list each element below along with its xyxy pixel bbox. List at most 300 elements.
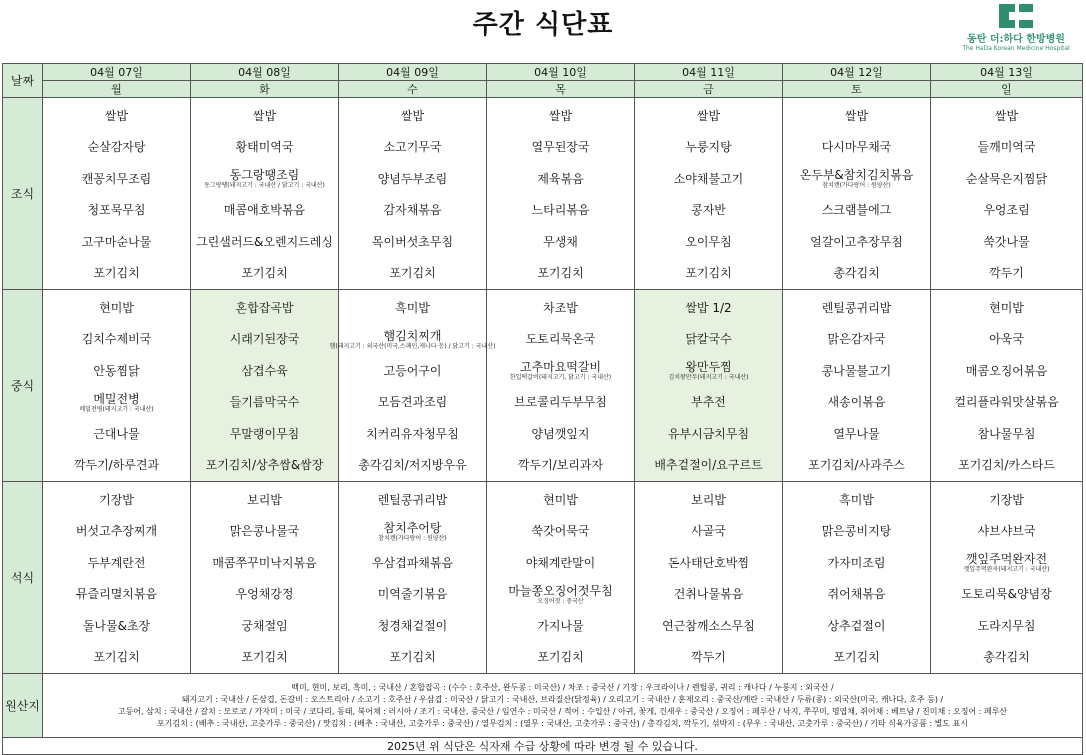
menu-item [635, 292, 782, 324]
menu-item-name: 부추전 [691, 395, 726, 410]
menu-item-name: 고추마요떡갈비 [519, 360, 602, 375]
menu-item-name: 모듬견과조림 [377, 395, 448, 410]
menu-item-name: 동그랑땡조림 [229, 168, 300, 183]
date-cell: 04월 13일 [931, 64, 1083, 81]
menu-item-name: 다시마무채국 [821, 140, 892, 155]
menu-item [931, 292, 1082, 324]
lunch-cell [329, 290, 496, 482]
menu-item-name: 얼갈이고추장무침 [810, 234, 903, 249]
weekday-cell: 월 [43, 81, 191, 98]
menu-item-name: 총각김치 [983, 650, 1030, 665]
menu-item [339, 355, 486, 387]
menu-item [43, 195, 190, 227]
menu-item-name: 안동찜닭 [93, 363, 140, 378]
menu-item-name: 깍두기/하루견과 [73, 458, 160, 473]
menu-item [635, 579, 782, 611]
menu-item [339, 195, 486, 227]
menu-item-name: 연근참깨소스무침 [662, 618, 755, 633]
menu-item-name: 도토리묵&양념장 [961, 587, 1052, 602]
menu-table [2, 63, 1083, 755]
menu-item [339, 132, 486, 164]
menu-item [783, 418, 930, 450]
breakfast-row [3, 98, 1083, 290]
date-cell: 04월 10일 [487, 64, 635, 81]
menu-item-name: 우엉채강정 [235, 587, 294, 602]
menu-item-name: 고구마순나물 [81, 234, 152, 249]
menu-item-name: 참나물무침 [977, 426, 1036, 441]
menu-item-name: 왕만두찜 [685, 360, 732, 375]
menu-item [191, 226, 338, 258]
menu-item-name: 총각김치/저지방우유 [358, 458, 467, 473]
origin-label: 원산지 [3, 674, 43, 738]
breakfast-cell [931, 98, 1083, 290]
menu-item-name: 포기김치/사과주스 [808, 458, 905, 473]
menu-item [635, 100, 782, 132]
menu-item [339, 226, 486, 258]
dinner-cell [487, 482, 635, 674]
menu-item-name: 오이무침 [685, 234, 732, 249]
menu-item [191, 324, 338, 356]
menu-item [487, 324, 634, 356]
weekday-cell: 수 [339, 81, 487, 98]
menu-item [931, 163, 1082, 195]
menu-item-name: 포기김치 [241, 266, 288, 281]
menu-item [191, 195, 338, 227]
menu-item [339, 387, 486, 419]
menu-item [783, 100, 930, 132]
menu-item [931, 547, 1082, 579]
menu-item-name: 현미밥 [989, 300, 1024, 315]
menu-item [43, 100, 190, 132]
origin-line: 고등어, 삼치 : 국내산 / 갈치 : 모로코 / 가자미 : 미국 / 코다리, 동태, 북어채 : 러시아 / 조기 : 국내산, 중국산 / 임연수 : 미국산 / 적어 : 수입산 / 아귀, 꽃게, 건새우 : 중국산 / 오징어 : 페루산 / 낙지, 쭈꾸미, 명엽채, 쥐어채 : 베트남 / 진미채 : 오징어 : 페루산 [117, 706, 1008, 716]
menu-item-name: 포기김치 [685, 266, 732, 281]
menu-item-name: 쌀밥 [844, 108, 869, 123]
menu-item-name: 청포묵무침 [87, 203, 146, 218]
menu-item-note: 참치캔(가다랑어 : 원양산) [378, 534, 447, 542]
menu-item [635, 226, 782, 258]
dinner-cell [339, 482, 487, 674]
menu-item [43, 355, 190, 387]
menu-item [191, 610, 338, 642]
menu-item-name: 마늘쫑오징어젓무침 [508, 583, 613, 598]
menu-item [635, 484, 782, 516]
menu-item [931, 387, 1082, 419]
menu-item [339, 579, 486, 611]
menu-item-name: 고등어구이 [383, 363, 442, 378]
origin-line: 포기김치 : (배추 : 국내산, 고춧가루 : 중국산) / 맛김치 : (배추 : 국내산, 고춧가루 : 중국산) / 열무김치 : (열무 : 국내산, 고춧가루 : 중국산) / 총각김치, 깍두기, 섞박지 : (무우 : 국내산, 고춧가루 : 중국산) / 기타 식육가공품 : 별도 표시 [156, 718, 969, 728]
menu-item [43, 579, 190, 611]
menu-item-name: 돌나물&초장 [82, 618, 151, 633]
menu-item-name: 쑥갓어묵국 [531, 524, 590, 539]
menu-item [487, 100, 634, 132]
menu-item-name: 도라지무침 [977, 618, 1036, 633]
menu-item-name: 포기김치/카스타드 [958, 458, 1055, 473]
weekday-cell: 일 [931, 81, 1083, 98]
menu-item [635, 132, 782, 164]
lunch-cell [487, 290, 635, 482]
menu-item [931, 100, 1082, 132]
menu-item-name: 포기김치 [537, 266, 584, 281]
menu-item-name: 포기김치 [241, 650, 288, 665]
menu-item-name: 햄김치찌개 [383, 328, 442, 343]
menu-item-note: 메밀전병(돼지고기 : 국내산) [79, 405, 154, 413]
logo-name: 동탄 더:하다 한방병원 [967, 34, 1065, 45]
menu-item-name: 소야채불고기 [673, 171, 744, 186]
menu-item [487, 163, 634, 195]
menu-item-name: 브로콜리두부무침 [514, 395, 607, 410]
menu-item-name: 뮤즐리멸치볶음 [75, 587, 158, 602]
menu-item-name: 렌틸콩귀리밥 [377, 492, 448, 507]
menu-item [931, 226, 1082, 258]
menu-item [329, 324, 496, 356]
menu-item-name: 건취나물볶음 [673, 587, 744, 602]
menu-item [191, 516, 338, 548]
menu-item-name: 쌀밥 [696, 108, 721, 123]
menu-item [931, 195, 1082, 227]
menu-item-name: 닭칼국수 [685, 332, 732, 347]
menu-item [339, 100, 486, 132]
breakfast-cell [43, 98, 191, 290]
menu-item [191, 579, 338, 611]
menu-item-name: 순살묵은지찜닭 [965, 171, 1048, 186]
menu-item-note: 한입떡갈비(돼지고기, 닭고기 : 국내산) [509, 374, 612, 382]
lunch-cell [635, 290, 783, 482]
menu-item [339, 450, 486, 482]
menu-item [931, 418, 1082, 450]
menu-item [191, 642, 338, 674]
menu-item [783, 324, 930, 356]
menu-item-name: 컬리플라워맛살볶음 [954, 395, 1059, 410]
menu-item-name: 콩나물불고기 [821, 363, 892, 378]
dinner-cell [43, 482, 191, 674]
menu-item [783, 226, 930, 258]
menu-item-name: 보리밥 [247, 492, 282, 507]
menu-item [931, 324, 1082, 356]
menu-item [783, 484, 930, 516]
menu-item-name: 쌀밥 1/2 [685, 300, 732, 315]
menu-item [191, 547, 338, 579]
menu-item-name: 소고기무국 [383, 140, 442, 155]
menu-item-name: 참치추어탕 [383, 520, 442, 535]
menu-item [487, 387, 634, 419]
weekday-cell: 화 [191, 81, 339, 98]
menu-item-name: 무말랭이무침 [229, 426, 300, 441]
menu-item-name: 우엉조림 [983, 203, 1030, 218]
menu-item-name: 순살감자탕 [87, 140, 146, 155]
menu-item [487, 418, 634, 450]
menu-item-name: 포기김치 [389, 266, 436, 281]
menu-item-name: 깍두기 [989, 266, 1024, 281]
menu-item-note: 깻잎주먹완자(돼지고기 : 국내산) [963, 566, 1050, 574]
menu-item-name: 포기김치 [389, 650, 436, 665]
menu-item-note: 김치왕만두(돼지고기 : 국내산) [668, 374, 749, 382]
menu-item [783, 547, 930, 579]
menu-item-name: 기장밥 [989, 492, 1024, 507]
menu-item-name: 아욱국 [989, 332, 1024, 347]
menu-item [635, 387, 782, 419]
menu-item-name: 들기름막국수 [229, 395, 300, 410]
menu-item [43, 387, 190, 419]
menu-item-name: 궁채절임 [241, 618, 288, 633]
menu-item-name: 유부시금치무침 [667, 426, 750, 441]
menu-item-name: 콩자반 [691, 203, 726, 218]
lunch-cell [783, 290, 931, 482]
menu-item [339, 610, 486, 642]
menu-item [487, 610, 634, 642]
menu-item-name: 황태미역국 [235, 140, 294, 155]
menu-item [339, 484, 486, 516]
menu-item [43, 642, 190, 674]
menu-item [931, 132, 1082, 164]
menu-item-name: 샤브샤브국 [977, 524, 1036, 539]
menu-item-name: 맑은콩나물국 [229, 524, 300, 539]
menu-item [339, 547, 486, 579]
breakfast-label: 조식 [3, 98, 43, 290]
menu-item-name: 포기김치 [93, 266, 140, 281]
menu-item-name: 양념두부조림 [377, 171, 448, 186]
breakfast-cell [487, 98, 635, 290]
menu-item [487, 450, 634, 482]
menu-item [931, 579, 1082, 611]
breakfast-cell [783, 98, 931, 290]
menu-item-name: 깍두기 [691, 650, 726, 665]
date-row [3, 64, 1083, 81]
menu-item [635, 450, 782, 482]
date-cell: 04월 08일 [191, 64, 339, 81]
menu-item-name: 렌틸콩귀리밥 [821, 300, 892, 315]
menu-item-name: 근대나물 [93, 426, 140, 441]
menu-item-name: 맑은콩비지탕 [821, 524, 892, 539]
menu-item-name: 쥐어채볶음 [827, 587, 886, 602]
menu-item-name: 도토리묵온국 [525, 332, 596, 347]
dinner-cell [635, 482, 783, 674]
lunch-label: 중식 [3, 290, 43, 482]
menu-item [43, 516, 190, 548]
menu-item-name: 쑥갓나물 [983, 234, 1030, 249]
origin-row [3, 674, 1083, 738]
menu-item [635, 418, 782, 450]
menu-item [635, 610, 782, 642]
menu-item [931, 484, 1082, 516]
menu-item [43, 547, 190, 579]
menu-item [783, 642, 930, 674]
menu-item-name: 총각김치 [833, 266, 880, 281]
menu-item [783, 132, 930, 164]
menu-item [635, 642, 782, 674]
menu-item [487, 292, 634, 324]
date-cell: 04월 07일 [43, 64, 191, 81]
menu-item [487, 642, 634, 674]
menu-item [487, 132, 634, 164]
menu-item-name: 캔꽁치무조림 [81, 171, 152, 186]
menu-item-name: 감자채볶음 [383, 203, 442, 218]
menu-item-name: 상추겉절이 [827, 618, 886, 633]
menu-item-note: 참치캔(가다랑어 : 원양산) [822, 182, 891, 190]
menu-item-name: 김치수제비국 [81, 332, 152, 347]
menu-item-name: 흑미밥 [839, 492, 874, 507]
menu-item-name: 들깨미역국 [977, 140, 1036, 155]
notice-text: 2025년 위 식단은 식자재 수급 상황에 따라 변경 될 수 있습니다. [3, 738, 1083, 755]
menu-item-name: 깻잎주먹완자전 [965, 552, 1048, 567]
menu-item-name: 미역줄기볶음 [377, 587, 448, 602]
menu-item-name: 치커리유자청무침 [366, 426, 459, 441]
menu-item-name: 그린샐러드&오렌지드레싱 [196, 234, 333, 249]
menu-item [931, 610, 1082, 642]
weekday-row [3, 81, 1083, 98]
weekday-cell: 목 [487, 81, 635, 98]
menu-item-name: 목이버섯초무침 [371, 234, 454, 249]
menu-item [635, 324, 782, 356]
menu-item-name: 현미밥 [543, 492, 578, 507]
menu-item [931, 258, 1082, 290]
menu-item-name: 쌀밥 [400, 108, 425, 123]
menu-item [487, 484, 634, 516]
menu-item [43, 132, 190, 164]
menu-item [191, 292, 338, 324]
menu-item [43, 610, 190, 642]
dinner-cell [931, 482, 1083, 674]
menu-item-name: 매콤오징어볶음 [965, 363, 1048, 378]
menu-item [487, 226, 634, 258]
dinner-cell [191, 482, 339, 674]
menu-item-name: 돈사태단호박찜 [667, 555, 750, 570]
menu-item-name: 우삼겹파채볶음 [371, 555, 454, 570]
menu-item [931, 516, 1082, 548]
menu-item [43, 258, 190, 290]
menu-item-name: 깍두기/보리과자 [517, 458, 604, 473]
menu-item [43, 484, 190, 516]
menu-item-name: 가자미조림 [827, 555, 886, 570]
menu-item-name: 가지나물 [537, 618, 584, 633]
menu-item [783, 163, 930, 195]
menu-item-name: 스크램블에그 [821, 203, 892, 218]
lunch-cell [191, 290, 339, 482]
menu-item-name: 포기김치 [833, 650, 880, 665]
menu-item [487, 579, 634, 611]
date-cell: 04월 11일 [635, 64, 783, 81]
menu-item-name: 맑은감자국 [827, 332, 886, 347]
menu-item [191, 100, 338, 132]
menu-item [339, 163, 486, 195]
origin-line: 백미, 현미, 보리, 흑미, : 국내산 / 혼합잡곡 : (수수 : 호주산, 완두콩 : 미국산) / 차조 : 중국산 / 기장 : 우크라이나 / 렌틸콩, 귀리 : 캐나다 / 누룽지 : 외국산 / [291, 682, 834, 692]
menu-item-name: 배추겉절이/요구르트 [654, 458, 763, 473]
menu-item-name: 매콤쭈꾸미낙지볶음 [212, 555, 317, 570]
menu-item-name: 제육볶음 [537, 171, 584, 186]
menu-item [191, 355, 338, 387]
menu-item-name: 사골국 [691, 524, 726, 539]
menu-item [783, 450, 930, 482]
menu-item-name: 청경채겉절이 [377, 618, 448, 633]
menu-item-name: 온두부&참치김치볶음 [799, 168, 914, 183]
lunch-row [3, 290, 1083, 482]
menu-item-name: 느타리볶음 [531, 203, 590, 218]
menu-item-name: 버섯고추장찌개 [75, 524, 158, 539]
menu-item [191, 258, 338, 290]
menu-item [931, 450, 1082, 482]
menu-item [43, 292, 190, 324]
menu-item [339, 292, 486, 324]
menu-item [339, 642, 486, 674]
menu-item-name: 기장밥 [99, 492, 134, 507]
menu-item-name: 야채계란말이 [525, 555, 596, 570]
logo-icon [999, 4, 1033, 28]
menu-item [191, 387, 338, 419]
weekday-cell: 금 [635, 81, 783, 98]
menu-item [487, 547, 634, 579]
menu-item [783, 258, 930, 290]
menu-item [783, 610, 930, 642]
menu-item-name: 열무된장국 [531, 140, 590, 155]
menu-item-name: 메밀전병 [93, 391, 140, 406]
menu-item-name: 보리밥 [691, 492, 726, 507]
menu-item-name: 무생채 [543, 234, 578, 249]
menu-item-note: 햄(돼지고기 : 외국산(미국,스페인,캐나다 등) / 닭고기 : 국내산) [329, 342, 496, 350]
breakfast-cell [191, 98, 339, 290]
menu-item [487, 516, 634, 548]
logo-subtitle: The HaDa Korean Medicine Hospital [962, 45, 1070, 52]
menu-item [783, 516, 930, 548]
menu-item [635, 516, 782, 548]
menu-item [931, 355, 1082, 387]
page-title: 주간 식단표 [472, 10, 614, 40]
menu-item-name: 쌀밥 [994, 108, 1019, 123]
menu-item-name: 포기김치 [93, 650, 140, 665]
menu-item [487, 195, 634, 227]
date-label: 날짜 [3, 64, 43, 98]
lunch-cell [43, 290, 191, 482]
date-cell: 04월 09일 [339, 64, 487, 81]
dinner-label: 석식 [3, 482, 43, 674]
menu-item [339, 258, 486, 290]
menu-item-note: 오징어젓 : 중국산 [537, 597, 584, 605]
menu-item-name: 혼합잡곡밥 [235, 300, 294, 315]
menu-item-name: 시래기된장국 [229, 332, 300, 347]
breakfast-cell [339, 98, 487, 290]
header [0, 0, 1086, 62]
notice-row [3, 738, 1083, 755]
hospital-logo [956, 4, 1076, 58]
menu-item [783, 387, 930, 419]
menu-item [783, 355, 930, 387]
menu-item [635, 547, 782, 579]
menu-item-name: 현미밥 [99, 300, 134, 315]
origin-info [43, 674, 1083, 738]
menu-item-name: 흑미밥 [395, 300, 430, 315]
menu-item-name: 열무나물 [833, 426, 880, 441]
menu-item-name: 쌀밥 [548, 108, 573, 123]
menu-item [191, 418, 338, 450]
menu-item [339, 516, 486, 548]
menu-item [191, 163, 338, 195]
menu-item [43, 226, 190, 258]
menu-item-name: 포기김치/상추쌈&쌈장 [205, 458, 324, 473]
menu-item-name: 두부계란전 [87, 555, 146, 570]
dinner-row [3, 482, 1083, 674]
weekday-cell: 토 [783, 81, 931, 98]
date-cell: 04월 12일 [783, 64, 931, 81]
menu-item [43, 163, 190, 195]
menu-item [43, 324, 190, 356]
menu-item-name: 쌀밥 [252, 108, 277, 123]
menu-item-name: 누룽지탕 [685, 140, 732, 155]
menu-item [635, 195, 782, 227]
menu-item-name: 삼겹수육 [241, 363, 288, 378]
menu-item [635, 163, 782, 195]
menu-item [191, 132, 338, 164]
menu-item [931, 642, 1082, 674]
menu-item [783, 579, 930, 611]
menu-item [43, 450, 190, 482]
